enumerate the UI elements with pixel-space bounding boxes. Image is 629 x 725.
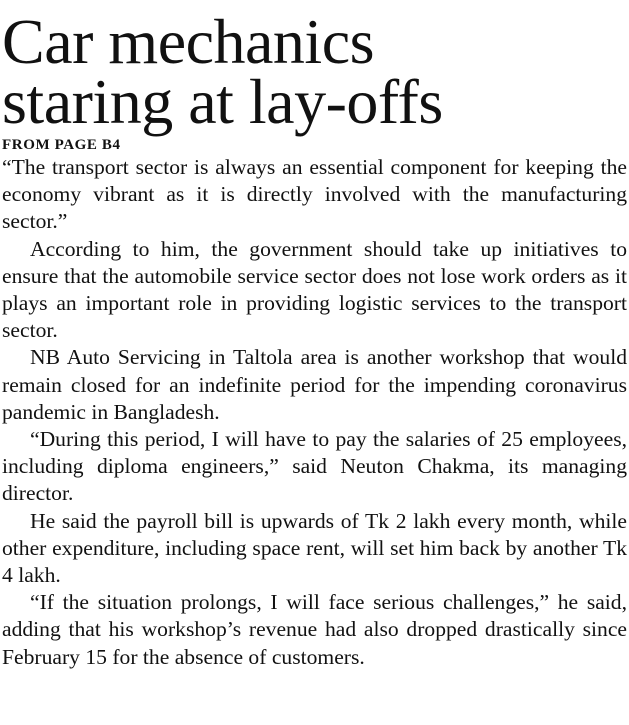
continued-from-label: FROM PAGE B4 [2, 137, 121, 153]
news-article [2, 0, 627, 671]
paragraph-3: NB Auto Servicing in Taltola area is another workshop that would remain closed for an indefinite period for the impending coronavirus pandemic in Bangladesh. [2, 345, 627, 424]
paragraph-1: “The transport sector is always an essential component for keeping the economy vibrant as it is directly involved with the manufacturing sector.” [2, 155, 627, 234]
article-body [2, 154, 627, 671]
paragraph-2: According to him, the government should take up initiatives to ensure that the automobile service sector does not lose work orders as it plays an important role in providing logistic services to the transport sector. [2, 236, 627, 343]
paragraph-4: “During this period, I will have to pay the salaries of 25 employees, including diploma engineers,” said Neuton Chakma, its managing director. [2, 427, 627, 506]
headline [2, 6, 627, 137]
paragraph-6: “If the situation prolongs, I will face serious challenges,” he said, adding that his workshop’s revenue had also dropped drastically since February 15 for the absence of customers. [2, 590, 627, 669]
headline-line-1: Car mechanics [2, 6, 374, 77]
headline-line-2: staring at lay-offs [2, 66, 443, 137]
paragraph-5: He said the payroll bill is upwards of Tk 2 lakh every month, while other expenditure, including space rent, will set him back by another Tk 4 lakh. [2, 508, 627, 588]
